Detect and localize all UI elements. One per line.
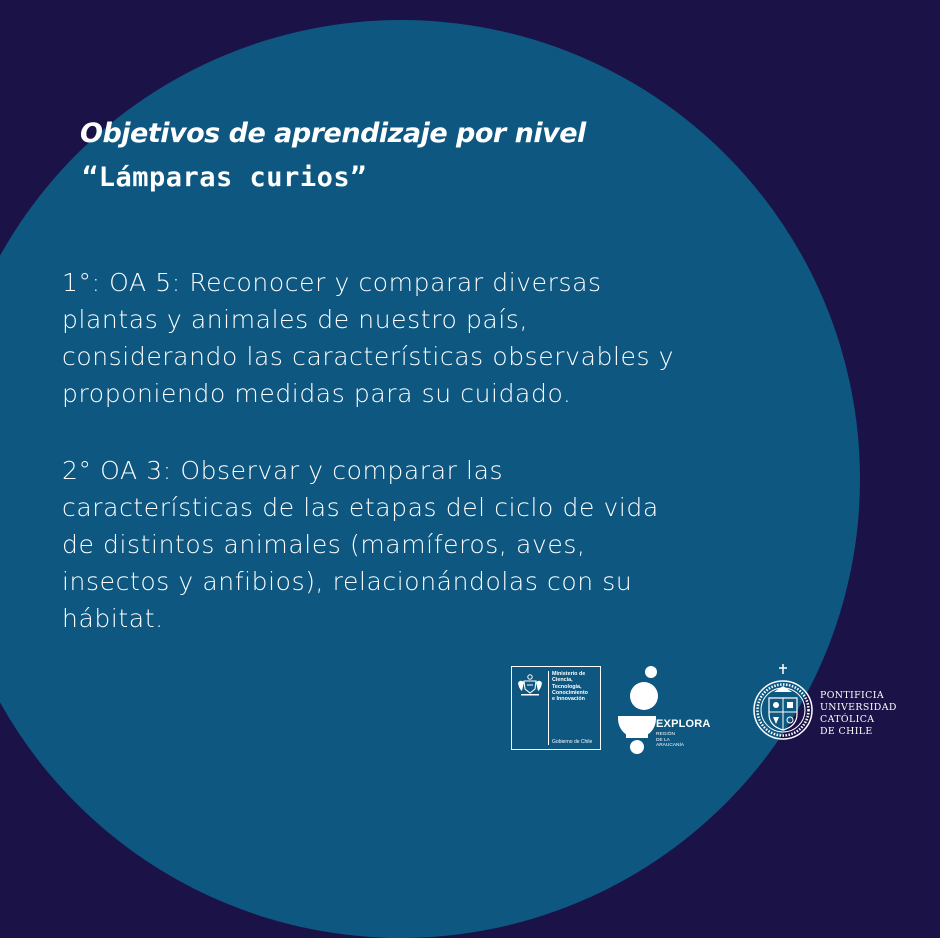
objective-line: 1°: OA 5: Reconocer y comparar diversas [62, 268, 602, 297]
ministry-logo [511, 666, 601, 750]
puc-logo [750, 660, 920, 760]
puc-name-line: UNIVERSIDAD [820, 702, 897, 713]
puc-name-line: PONTIFICIA [820, 690, 885, 701]
explora-figure-icon [618, 664, 658, 756]
explora-logo [618, 664, 728, 756]
ministry-name [552, 671, 600, 702]
objective-line: considerando las características observables y [62, 342, 675, 371]
explora-region-line: REGIÓN [656, 732, 675, 737]
objective-2nd-grade [62, 452, 762, 637]
government-label: Gobierno de Chile [552, 739, 593, 745]
objective-line: hábitat. [62, 604, 164, 633]
objective-1st-grade [62, 264, 762, 412]
objective-line: proponiendo medidas para su cuidado. [62, 379, 572, 408]
ministry-name-line: Ciencia, [552, 677, 573, 684]
ministry-name-line: e Innovación [552, 696, 585, 703]
logo-divider [548, 671, 549, 745]
puc-seal-icon [752, 662, 814, 746]
puc-name-line: DE CHILE [820, 726, 873, 737]
puc-name-line: CATÓLICA [820, 714, 875, 725]
explora-region-line: ARAUCANÍA [656, 743, 684, 749]
explora-region-line: DE LA [656, 737, 670, 743]
objective-line: características de las etapas del ciclo de vida [62, 493, 659, 522]
ministry-name-line: Conocimiento [552, 689, 588, 696]
ministry-name-line: Ministerio de [552, 671, 586, 677]
chile-government-crest-icon [516, 673, 544, 697]
objective-line: plantas y animales de nuestro país, [62, 305, 529, 334]
objective-line: 2° OA 3: Observar y comparar las [62, 456, 504, 485]
page-title: Objetivos de aprendizaje por nivel [80, 118, 586, 149]
explora-region [656, 732, 706, 749]
page-subtitle: “Lámparas curios” [82, 162, 367, 193]
objective-line: insectos y anfibios), relacionándolas con su [62, 567, 633, 596]
objective-line: de distintos animales (mamíferos, aves, [62, 530, 586, 559]
puc-name [820, 690, 920, 738]
explora-name: EXPLORA [656, 718, 711, 730]
ministry-name-line: Tecnología, [552, 683, 582, 690]
